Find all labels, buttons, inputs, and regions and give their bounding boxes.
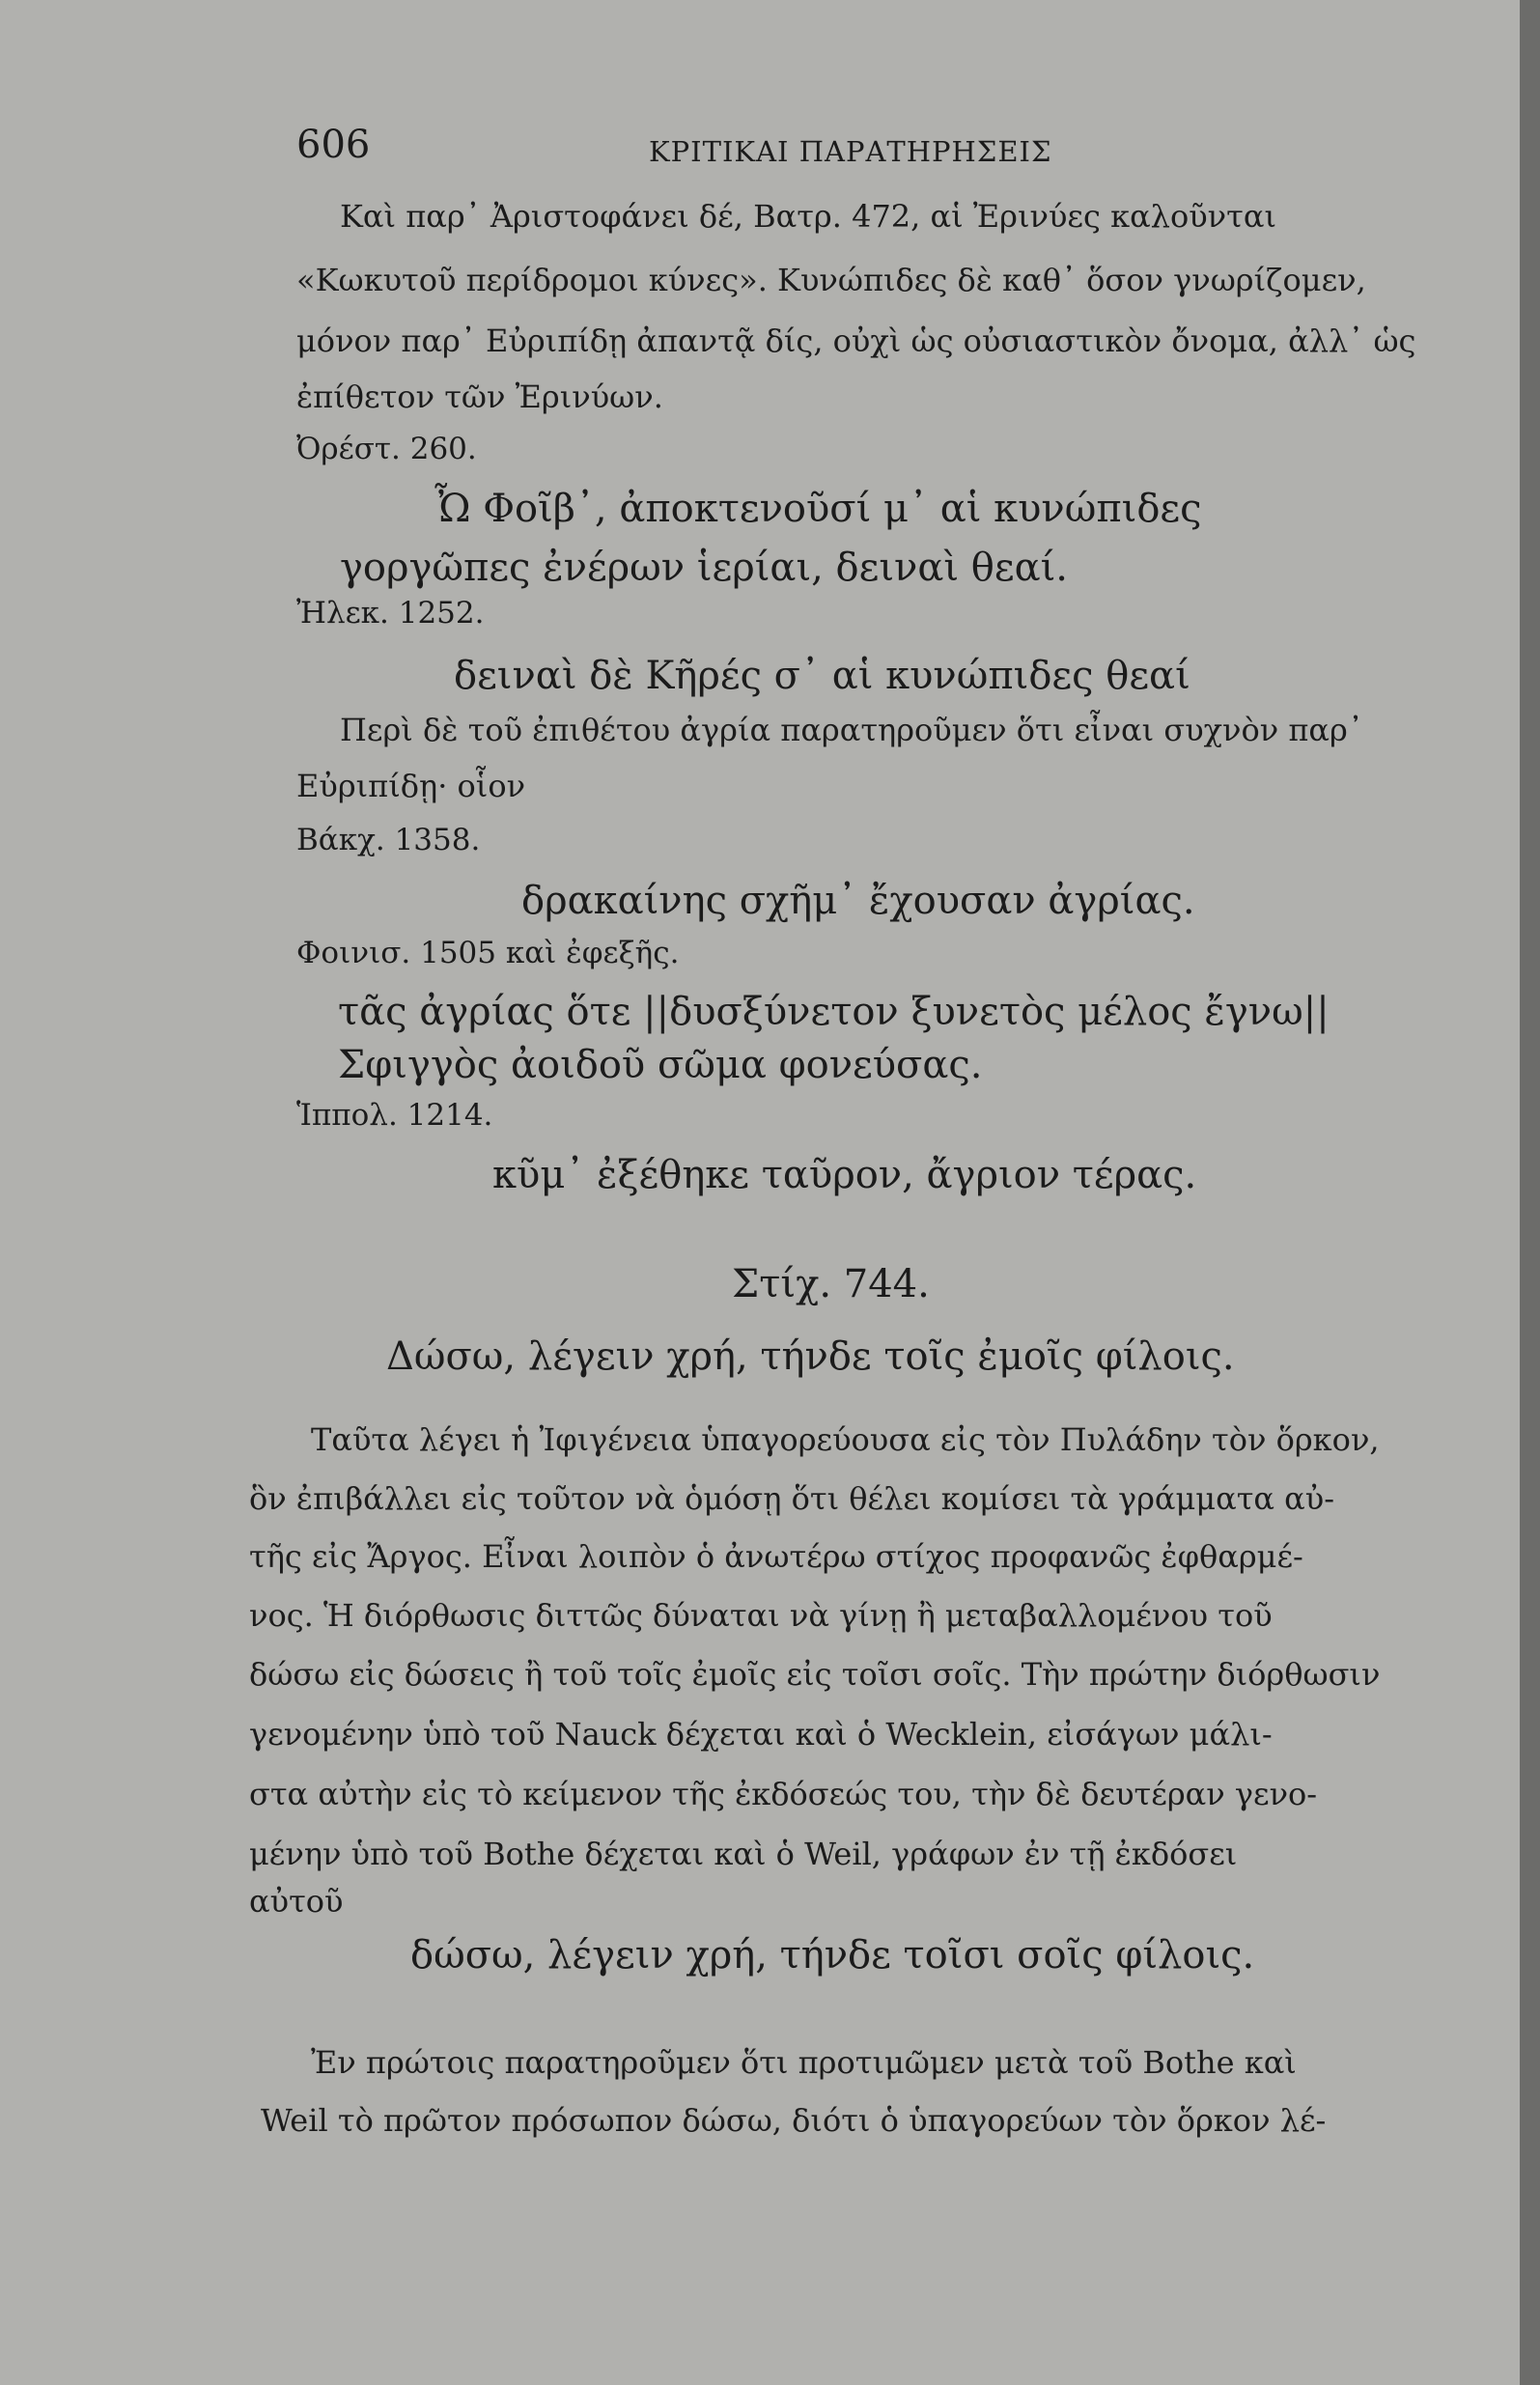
text-line: Εὐριπίδῃ· οἷον: [296, 768, 526, 804]
verse-line: γοργῶπες ἐνέρων ἱερίαι, δειναὶ θεαί.: [340, 546, 1068, 590]
text-line: ὃν ἐπιβάλλει εἰς τοῦτον νὰ ὁμόσῃ ὅτι θέλει κομίσει τὰ γράμματα αὐ-: [249, 1480, 1335, 1517]
text-line: μένην ὑπὸ τοῦ Bothe δέχεται καὶ ὁ Weil, γράφων ἐν τῇ ἐκδόσει: [249, 1836, 1238, 1872]
citation: Ὀρέστ. 260.: [296, 432, 477, 466]
text-line: Weil τὸ πρῶτον πρόσωπον δώσω, διότι ὁ ὑπαγορεύων τὸν ὅρκον λέ-: [261, 2102, 1327, 2139]
text-line: στα αὐτὴν εἰς τὸ κείμενον τῆς ἐκδόσεώς του, τὴν δὲ δευτέραν γενο-: [249, 1776, 1318, 1812]
verse-line: δειναὶ δὲ Κῆρές σ᾽ αἱ κυνώπιδες θεαί: [454, 654, 1190, 698]
citation: Ἠλεκ. 1252.: [296, 596, 485, 631]
verse-line: κῦμ᾽ ἐξέθηκε ταῦρον, ἄγριον τέρας.: [492, 1153, 1197, 1197]
page-number: 606: [296, 123, 371, 167]
text-line: Ἐν πρώτοις παρατηροῦμεν ὅτι προτιμῶμεν μετὰ τοῦ Bothe καὶ: [311, 2044, 1297, 2081]
verse-line: δώσω, λέγειν χρή, τήνδε τοῖσι σοῖς φίλοις.: [410, 1933, 1255, 1978]
verse-line: Ὦ Φοῖβ᾽, ἀποκτενοῦσί μ᾽ αἱ κυνώπιδες: [434, 487, 1202, 531]
lemma-line: Δώσω, λέγειν χρή, τήνδε τοῖς ἐμοῖς φίλοις.: [386, 1334, 1235, 1379]
text-line: δώσω εἰς δώσεις ἢ τοῦ τοῖς ἐμοῖς εἰς τοῖσι σοῖς. Τὴν πρώτην διόρθωσιν: [249, 1656, 1381, 1693]
page-edge-shadow: [1520, 0, 1540, 2385]
citation: Φοινισ. 1505 καὶ ἐφεξῆς.: [296, 936, 680, 970]
citation: Ἱππολ. 1214.: [296, 1098, 493, 1133]
verse-line: Σφιγγὸς ἀοιδοῦ σῶμα φονεύσας.: [338, 1043, 983, 1087]
verse-line: δρακαίνης σχῆμ᾽ ἔχουσαν ἀγρίας.: [521, 879, 1195, 923]
running-head: ΚΡΙΤΙΚΑΙ ΠΑΡΑΤΗΡΗΣΕΙΣ: [649, 135, 1052, 168]
text-line: ἐπίθετον τῶν Ἐρινύων.: [296, 379, 663, 415]
text-line: «Κωκυτοῦ περίδρομοι κύνες». Κυνώπιδες δὲ καθ᾽ ὅσον γνωρίζομεν,: [296, 262, 1366, 298]
text-line: γενομένην ὑπὸ τοῦ Nauck δέχεται καὶ ὁ Wecklein, εἰσάγων μάλι-: [249, 1716, 1273, 1753]
text-line: Ταῦτα λέγει ἡ Ἰφιγένεια ὑπαγορεύουσα εἰς τὸν Πυλάδην τὸν ὅρκον,: [311, 1421, 1380, 1458]
section-heading: Στίχ. 744.: [732, 1262, 930, 1306]
text-line: Καὶ παρ᾽ Ἀριστοφάνει δέ, Βατρ. 472, αἱ Ἐρινύες καλοῦνται: [340, 198, 1276, 235]
text-line: μόνον παρ᾽ Εὐριπίδῃ ἀπαντᾷ δίς, οὐχὶ ὡς οὐσιαστικὸν ὄνομα, ἀλλ᾽ ὡς: [296, 323, 1416, 359]
citation: Βάκχ. 1358.: [296, 823, 481, 857]
verse-line: τᾶς ἀγρίας ὅτε ||δυσξύνετον ξυνετὸς μέλος ἔγνω||: [338, 990, 1330, 1034]
text-line: αὐτοῦ: [249, 1883, 344, 1920]
text-line: νος. Ἡ διόρθωσις διττῶς δύναται νὰ γίνῃ ἢ μεταβαλλομένου τοῦ: [249, 1597, 1273, 1634]
text-line: Περὶ δὲ τοῦ ἐπιθέτου ἀγρία παρατηροῦμεν ὅτι εἶναι συχνὸν παρ᾽: [340, 712, 1363, 748]
text-line: τῆς εἰς Ἄργος. Εἶναι λοιπὸν ὁ ἀνωτέρω στίχος προφανῶς ἐφθαρμέ-: [249, 1538, 1303, 1575]
